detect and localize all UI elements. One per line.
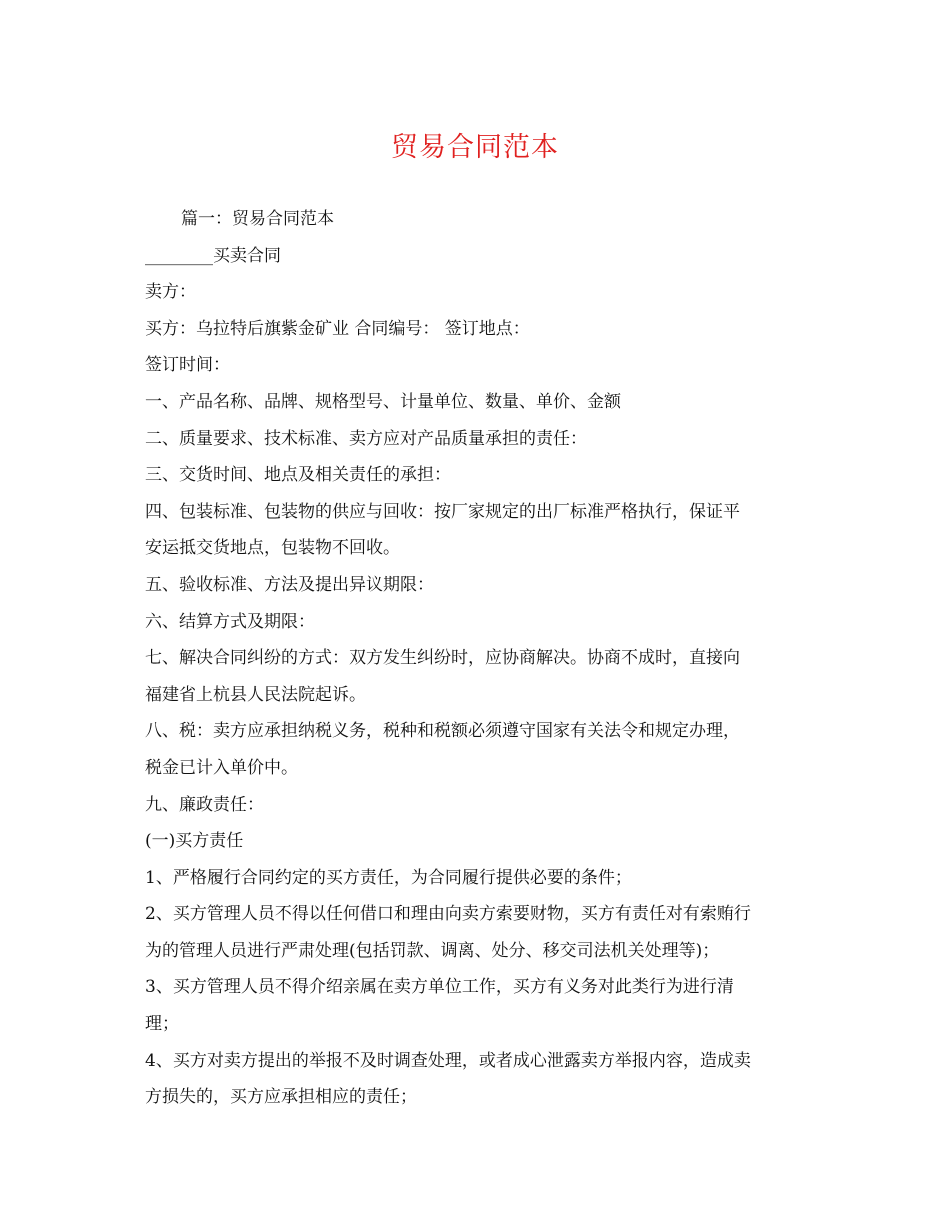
clause-7-cont: 福建省上杭县人民法院起诉。 [145,684,366,705]
buyer-line: 买方：乌拉特后旗紫金矿业 合同编号： 签订地点： [145,318,530,339]
clause-3: 三、交货时间、地点及相关责任的承担： [145,465,451,486]
contract-name-line: ________买卖合同 [145,245,281,266]
clause-5: 五、验收标准、方法及提出异议期限： [145,574,434,595]
duty-item-3-cont: 理； [145,1014,179,1035]
clause-8-cont: 税金已计入单价中。 [145,757,298,778]
clause-4: 四、包装标准、包装物的供应与回收：按厂家规定的出厂标准严格执行，保证平 [145,501,740,522]
clause-9: 九、廉政责任： [145,794,264,815]
duty-item-1: 1、严格履行合同约定的买方责任，为合同履行提供必要的条件； [145,867,632,888]
duty-item-2: 2、买方管理人员不得以任何借口和理由向卖方索要财物，买方有责任对有索贿行 [145,904,751,925]
duty-item-4-cont: 方损失的，买方应承担相应的责任； [145,1087,417,1108]
signing-time-line: 签订时间： [145,355,230,376]
duty-item-2-cont: 为的管理人员进行严肃处理(包括罚款、调离、处分、移交司法机关处理等)； [145,940,720,961]
section-heading: 篇一：贸易合同范本 [181,209,334,229]
document-title: 贸易合同范本 [391,132,559,163]
subsection-buyer-duty: (一)买方责任 [145,831,244,852]
clause-4-cont: 安运抵交货地点，包装物不回收。 [145,538,400,559]
clause-1: 一、产品名称、品牌、规格型号、计量单位、数量、单价、金额 [145,391,621,412]
clause-8: 八、税：卖方应承担纳税义务，税种和税额必须遵守国家有关法令和规定办理， [145,721,740,742]
seller-line: 卖方： [145,282,196,303]
duty-item-4: 4、买方对卖方提出的举报不及时调查处理，或者成心泄露卖方举报内容，造成卖 [145,1050,751,1071]
document-body [145,201,815,1116]
clause-2: 二、质量要求、技术标准、卖方应对产品质量承担的责任： [145,428,587,449]
clause-7: 七、解决合同纠纷的方式：双方发生纠纷时，应协商解决。协商不成时，直接向 [145,648,740,669]
duty-item-3: 3、买方管理人员不得介绍亲属在卖方单位工作，买方有义务对此类行为进行清 [145,977,734,998]
clause-6: 六、结算方式及期限： [145,611,315,632]
